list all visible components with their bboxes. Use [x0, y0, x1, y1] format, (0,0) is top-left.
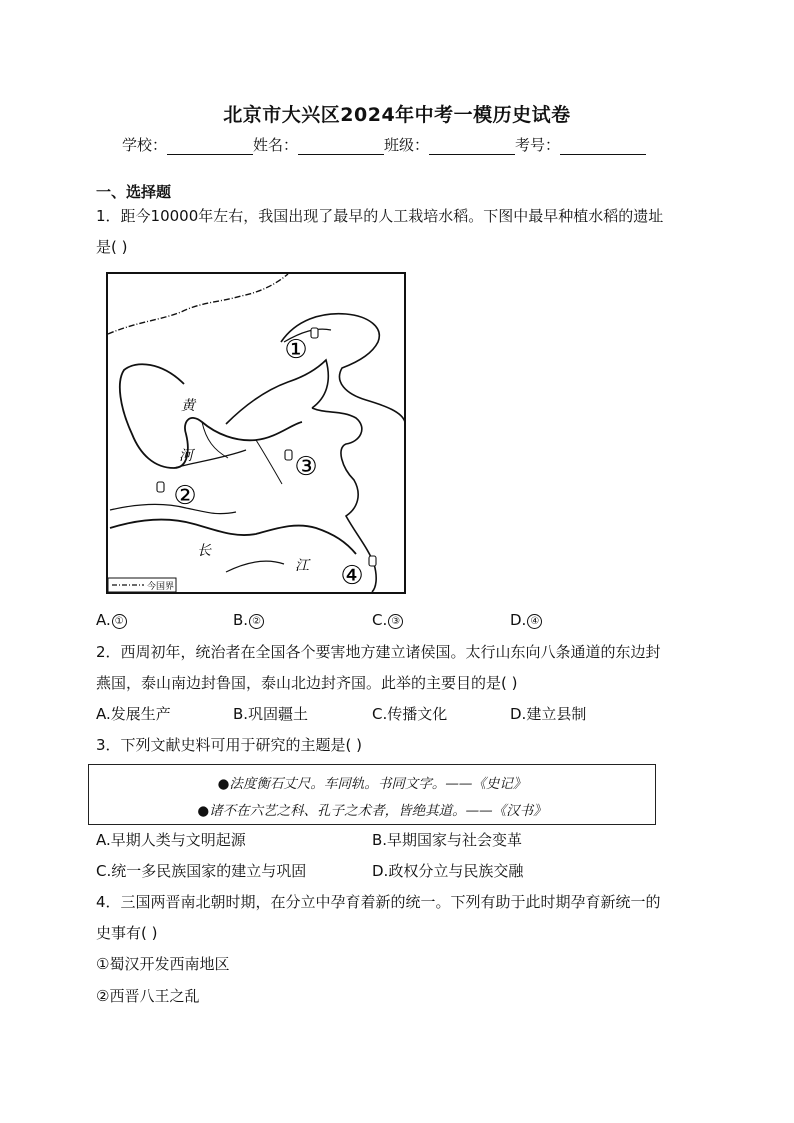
map-legend [108, 578, 176, 592]
q4-stem-line2: 史事有( ) [96, 924, 158, 942]
class-label: 班级： [384, 136, 430, 154]
site-label-2: ② [173, 481, 197, 511]
q3-quote-shiji: ●法度衡石丈尺。车同轨。书同文字。——《史记》 [217, 776, 527, 792]
site-marker-3-icon [285, 450, 292, 460]
river-char-huang: 黄 [181, 398, 195, 414]
q2-stem-line2: 燕国，泰山南边封鲁国，泰山北边封齐国。此举的主要目的是( ) [96, 674, 518, 692]
school-label: 学校： [122, 136, 168, 154]
site-marker-1-icon [311, 328, 318, 338]
q2-option-c[interactable]: C.传播文化 [372, 705, 448, 723]
q3-option-c[interactable]: C.统一多民族国家的建立与巩固 [96, 862, 307, 880]
q4-stem-line1: 4．三国两晋南北朝时期，在分立中孕育着新的统一。下列有助于此时期孕育新统一的 [96, 893, 661, 911]
class-blank[interactable] [429, 138, 515, 155]
q2-option-a[interactable]: A.发展生产 [96, 705, 171, 723]
q2-stem-line1: 2．西周初年，统治者在全国各个要害地方建立诸侯国。太行山东向八条通道的东边封 [96, 643, 661, 661]
q4-item-2: ②西晋八王之乱 [96, 987, 200, 1005]
q3-option-d[interactable]: D.政权分立与民族交融 [372, 862, 524, 880]
river-char-he: 河 [179, 448, 193, 464]
q3-stem: 3．下列文献史料可用于研究的主题是( ) [96, 736, 363, 754]
rice-site-map [106, 272, 406, 594]
q1-stem-line2: 是( ) [96, 238, 128, 256]
q1-option-b[interactable]: B. ② [233, 611, 264, 629]
q2-option-b[interactable]: B.巩固疆土 [233, 705, 309, 723]
q1-option-c[interactable]: C. ③ [372, 611, 403, 629]
student-info-row [122, 134, 646, 155]
exam-title: 北京市大兴区2024年中考一模历史试卷 [223, 104, 571, 126]
q3-option-b[interactable]: B.早期国家与社会变革 [372, 831, 523, 849]
river-char-jiang: 江 [295, 558, 309, 574]
q4-item-1: ①蜀汉开发西南地区 [96, 955, 230, 973]
site-marker-4-icon [369, 556, 376, 566]
school-blank[interactable] [167, 138, 253, 155]
q3-source-box [88, 764, 656, 825]
site-label-3: ③ [294, 452, 318, 482]
site-label-1: ① [284, 335, 308, 365]
exam-number-label: 考号： [515, 136, 561, 154]
q1-stem-line1: 1．距今10000年左右，我国出现了最早的人工栽培水稻。下图中最早种植水稻的遗址 [96, 207, 664, 225]
q1-option-a[interactable]: A. ① [96, 611, 127, 629]
name-blank[interactable] [298, 138, 384, 155]
q3-option-a[interactable]: A.早期人类与文明起源 [96, 831, 246, 849]
site-label-4: ④ [340, 561, 364, 591]
legend-label: 今国界 [147, 582, 175, 592]
q1-option-d[interactable]: D. ④ [510, 611, 542, 629]
section-heading-choice: 一、选择题 [96, 183, 172, 201]
exam-number-blank[interactable] [560, 138, 646, 155]
name-label: 姓名： [253, 136, 299, 154]
site-marker-2-icon [157, 482, 164, 492]
river-char-chang: 长 [197, 543, 211, 559]
q2-option-d[interactable]: D.建立县制 [510, 705, 587, 723]
q3-quote-hanshu: ●诸不在六艺之科、孔子之术者，皆绝其道。——《汉书》 [197, 803, 547, 819]
